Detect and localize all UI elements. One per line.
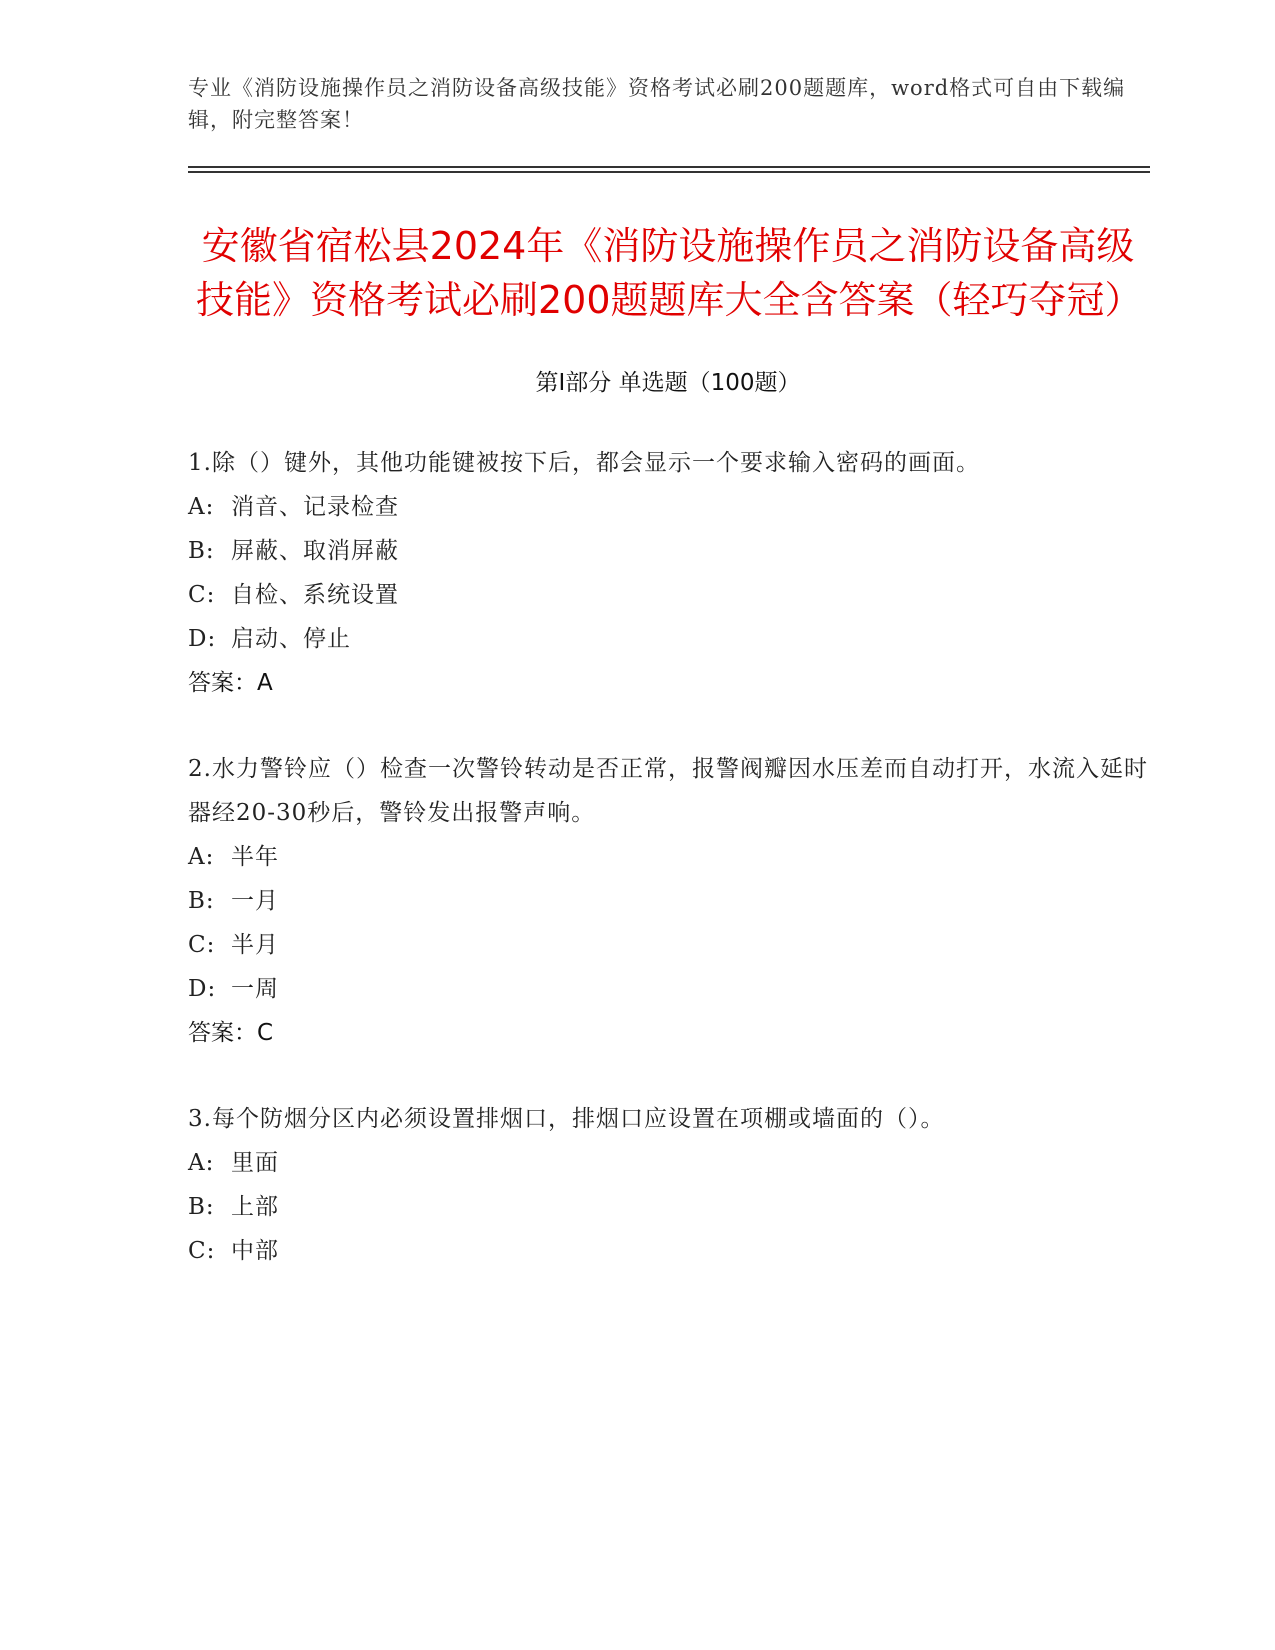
option-key: A:: [188, 1150, 215, 1176]
option-b: [188, 1185, 1148, 1229]
section-title: 第Ⅰ部分 单选题（100题）: [535, 370, 801, 396]
option-text: 一月: [231, 888, 279, 914]
option-a: [188, 835, 1148, 879]
option-b: [188, 879, 1148, 923]
question-2: [188, 747, 1148, 1055]
question-stem: 1.除（）键外，其他功能键被按下后，都会显示一个要求输入密码的画面。: [188, 450, 980, 476]
option-d: [188, 617, 1148, 661]
header-divider: [188, 166, 1150, 173]
option-key: A:: [188, 844, 215, 870]
option-key: D:: [188, 976, 217, 1002]
document-page: [188, 72, 1148, 1315]
option-c: [188, 1229, 1148, 1273]
question-list: [188, 441, 1148, 1273]
question-1: [188, 441, 1148, 705]
document-title: 安徽省宿松县2024年《消防设施操作员之消防设备高级技能》资格考试必刷200题题库大全含答案（轻巧夺冠）: [196, 224, 1143, 322]
answer-label: 答案：C: [188, 1020, 274, 1046]
header-note: 专业《消防设施操作员之消防设备高级技能》资格考试必刷200题题库，word格式可自由下载编辑，附完整答案！: [188, 76, 1126, 132]
option-a: [188, 1141, 1148, 1185]
option-text: 启动、停止: [231, 626, 351, 652]
option-text: 上部: [231, 1194, 279, 1220]
option-key: B:: [188, 888, 215, 914]
option-key: C:: [188, 582, 216, 608]
option-key: D:: [188, 626, 217, 652]
option-b: [188, 529, 1148, 573]
answer-label: 答案：A: [188, 670, 273, 696]
option-text: 屏蔽、取消屏蔽: [231, 538, 399, 564]
option-text: 中部: [231, 1238, 279, 1264]
option-text: 半月: [231, 932, 279, 958]
option-text: 里面: [231, 1150, 279, 1176]
option-key: A:: [188, 494, 215, 520]
question-stem: 2.水力警铃应（）检查一次警铃转动是否正常，报警阀瓣因水压差而自动打开，水流入延时器经20-30秒后，警铃发出报警声响。: [188, 756, 1148, 826]
option-text: 消音、记录检查: [231, 494, 399, 520]
option-d: [188, 967, 1148, 1011]
option-a: [188, 485, 1148, 529]
option-text: 自检、系统设置: [231, 582, 399, 608]
divider-line-top: [188, 166, 1150, 168]
question-stem: 3.每个防烟分区内必须设置排烟口，排烟口应设置在项棚或墙面的（）。: [188, 1106, 945, 1132]
option-key: B:: [188, 1194, 215, 1220]
option-key: C:: [188, 1238, 216, 1264]
option-key: B:: [188, 538, 215, 564]
option-c: [188, 573, 1148, 617]
option-key: C:: [188, 932, 216, 958]
option-text: 一周: [231, 976, 279, 1002]
question-3: [188, 1097, 1148, 1273]
option-c: [188, 923, 1148, 967]
divider-line-bottom: [188, 171, 1150, 173]
option-text: 半年: [231, 844, 279, 870]
